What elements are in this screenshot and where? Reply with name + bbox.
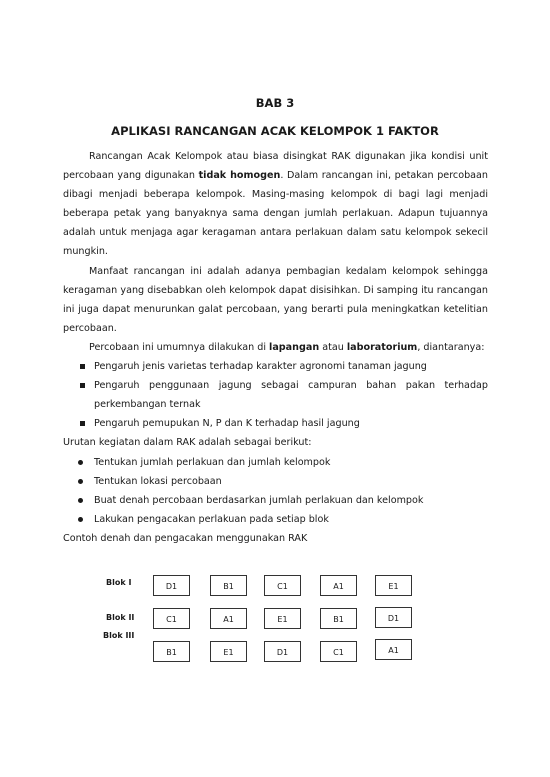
- chapter-title: APLIKASI RANCANGAN ACAK KELOMPOK 1 FAKTOR: [111, 124, 439, 138]
- plot-cell: B1: [153, 641, 190, 662]
- list-item: [63, 414, 488, 433]
- plot-cell: A1: [320, 575, 357, 596]
- plot-cell: D1: [153, 575, 190, 596]
- block-label: Blok II: [106, 613, 135, 622]
- plot-cell: B1: [210, 575, 247, 596]
- round-bullet-icon: [78, 479, 83, 484]
- chapter-heading: BAB 3: [255, 96, 295, 110]
- plot-cell: A1: [210, 608, 247, 629]
- paragraph-definition: [63, 147, 488, 262]
- emphasis-text: lapangan: [269, 341, 320, 353]
- paragraph-text: , diantaranya:: [417, 341, 485, 353]
- list-item: [63, 472, 488, 491]
- list-item: [63, 453, 488, 472]
- round-bullet-icon: [78, 460, 83, 465]
- list-item: [63, 510, 488, 529]
- list-item: [63, 376, 488, 414]
- list-item-text: Lakukan pengacakan perlakuan pada setiap blok: [94, 513, 329, 525]
- steps-list: [63, 453, 488, 529]
- paragraph-text: Rancangan Acak Kelompok atau biasa disingkat RAK digunakan jika kondisi unit percobaan yang digunakan: [63, 151, 488, 182]
- paragraph-text: Percobaan ini umumnya dilakukan di: [89, 341, 270, 353]
- list-item-text: Pengaruh jenis varietas terhadap karakter agronomi tanaman jagung: [94, 361, 427, 373]
- plot-cell: E1: [375, 575, 412, 596]
- paragraph-intro: [63, 338, 488, 357]
- plot-cell: B1: [320, 608, 357, 629]
- plot-cell: C1: [153, 608, 190, 629]
- plot-cell: C1: [264, 575, 301, 596]
- square-bullet-icon: [80, 383, 85, 388]
- plot-cell: D1: [264, 641, 301, 662]
- steps-intro: Urutan kegiatan dalam RAK adalah sebagai berikut:: [63, 437, 312, 449]
- list-item-text: Pengaruh penggunaan jagung sebagai campuran bahan pakan terhadap perkembangan ternak: [94, 380, 488, 411]
- plot-cell: E1: [210, 641, 247, 662]
- round-bullet-icon: [78, 517, 83, 522]
- list-item-text: Buat denah percobaan berdasarkan jumlah perlakuan dan kelompok: [94, 494, 424, 506]
- paragraph-benefit: Manfaat rancangan ini adalah adanya pembagian kedalam kelompok sehingga keragaman yang disebabkan oleh kelompok dapat disisihkan. Di samping itu rancangan ini juga dapat menurunkan galat percobaan, yang berarti pula meningkatkan ketelitian percobaan.: [63, 265, 488, 334]
- emphasis-text: tidak homogen: [198, 170, 281, 182]
- list-item-text: Tentukan lokasi percobaan: [94, 475, 222, 487]
- plot-cell: D1: [375, 607, 412, 628]
- paragraph-text: atau: [319, 341, 347, 353]
- plot-cell: C1: [320, 641, 357, 662]
- layout-caption: Contoh denah dan pengacakan menggunakan RAK: [63, 532, 308, 544]
- list-item-text: Pengaruh pemupukan N, P dan K terhadap hasil jagung: [94, 418, 360, 430]
- square-bullet-icon: [80, 421, 85, 426]
- plot-cell: A1: [375, 639, 412, 660]
- block-label: Blok III: [103, 631, 135, 640]
- list-item: [63, 357, 488, 376]
- list-item-text: Tentukan jumlah perlakuan dan jumlah kelompok: [94, 456, 331, 468]
- emphasis-text: laboratorium: [346, 341, 418, 353]
- body-text: [63, 147, 488, 548]
- block-label: Blok I: [106, 578, 132, 587]
- list-item: [63, 491, 488, 510]
- square-bullet-icon: [80, 364, 85, 369]
- plot-cell: E1: [264, 608, 301, 629]
- paragraph-text: . Dalam rancangan ini, petakan percobaan dibagi menjadi beberapa kelompok. Masing-masing kelompok di bagi lagi menjadi beberapa petak yang banyaknya sama dengan jumlah perlakuan. Adapun tujuannya adalah untuk menjaga agar keragaman antara perlakuan dalam satu kelompok sekecil mungkin.: [63, 170, 488, 258]
- round-bullet-icon: [78, 498, 83, 503]
- examples-list: [63, 357, 488, 433]
